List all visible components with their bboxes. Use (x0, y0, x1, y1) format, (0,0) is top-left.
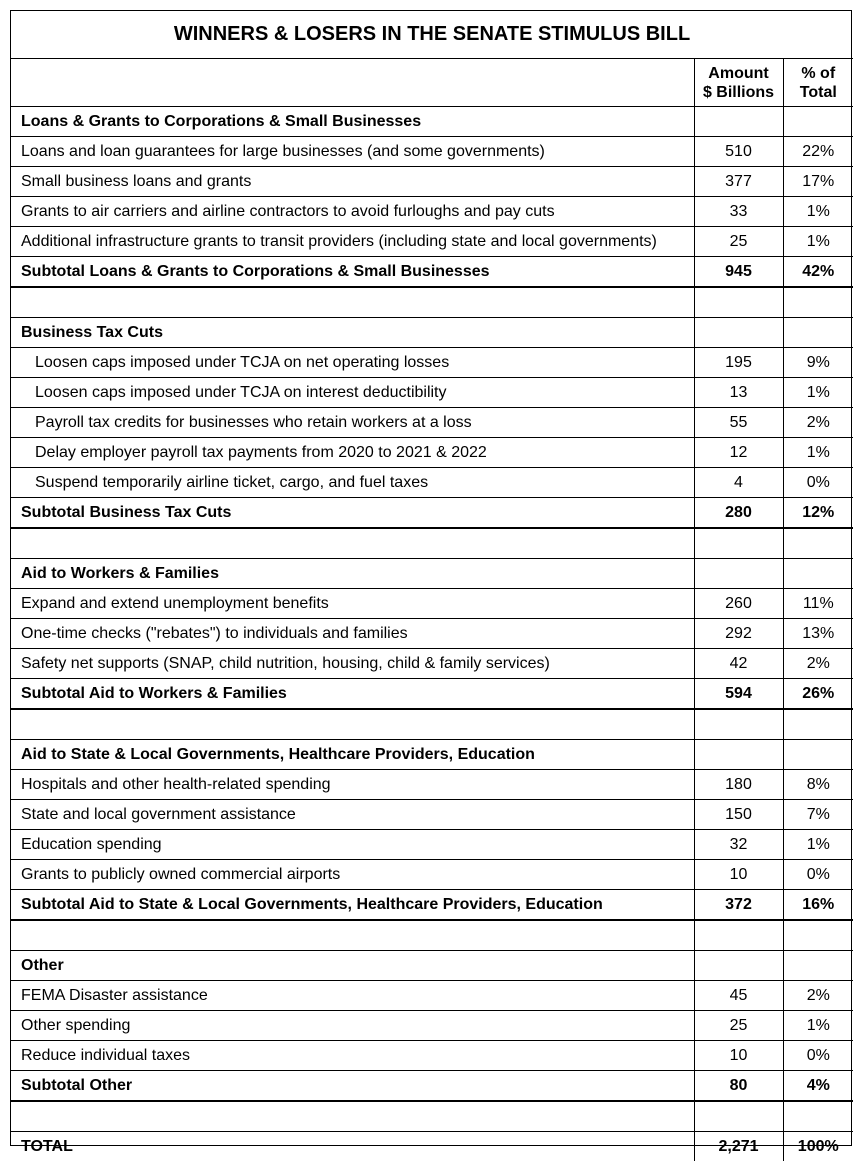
row-label: Delay employer payroll tax payments from 2020 to 2021 & 2022 (11, 438, 694, 468)
table-title-row (11, 11, 853, 59)
stimulus-table (11, 11, 853, 1161)
table-row (11, 981, 853, 1011)
row-label: Hospitals and other health-related spending (11, 770, 694, 800)
row-percent (783, 528, 853, 559)
row-amount: 4 (694, 468, 783, 498)
total-row (11, 1132, 853, 1161)
row-amount: 195 (694, 348, 783, 378)
row-label: Payroll tax credits for businesses who retain workers at a loss (11, 408, 694, 438)
section-header-row (11, 559, 853, 589)
row-amount: 180 (694, 770, 783, 800)
row-amount: 280 (694, 498, 783, 529)
row-percent: 42% (783, 257, 853, 288)
row-label: Education spending (11, 830, 694, 860)
row-amount (694, 951, 783, 981)
table-row (11, 830, 853, 860)
row-label (11, 528, 694, 559)
row-percent: 0% (783, 1041, 853, 1071)
row-label: Subtotal Other (11, 1071, 694, 1102)
subtotal-row (11, 679, 853, 710)
row-label: TOTAL (11, 1132, 694, 1161)
row-label: Business Tax Cuts (11, 318, 694, 348)
row-amount (694, 528, 783, 559)
row-amount (694, 287, 783, 318)
row-label: Loans & Grants to Corporations & Small Businesses (11, 107, 694, 137)
table-title: WINNERS & LOSERS IN THE SENATE STIMULUS BILL (11, 11, 853, 59)
subtotal-row (11, 498, 853, 529)
row-percent: 1% (783, 830, 853, 860)
section-header-row (11, 740, 853, 770)
row-amount: 80 (694, 1071, 783, 1102)
row-percent (783, 709, 853, 740)
section-header-row (11, 951, 853, 981)
row-amount: 377 (694, 167, 783, 197)
row-label (11, 287, 694, 318)
row-label: Subtotal Business Tax Cuts (11, 498, 694, 529)
label-column-header (11, 59, 694, 107)
row-amount: 10 (694, 1041, 783, 1071)
table-row (11, 589, 853, 619)
row-amount: 510 (694, 137, 783, 167)
table-row (11, 1011, 853, 1041)
table-row (11, 197, 853, 227)
table-row (11, 468, 853, 498)
row-percent: 12% (783, 498, 853, 529)
subtotal-row (11, 257, 853, 288)
spacer-row (11, 1101, 853, 1132)
percent-header-line1: % of (801, 65, 835, 82)
table-row (11, 408, 853, 438)
spacer-row (11, 920, 853, 951)
percent-column-header (783, 59, 853, 107)
row-label: Suspend temporarily airline ticket, cargo, and fuel taxes (11, 468, 694, 498)
table-row (11, 860, 853, 890)
row-percent: 1% (783, 438, 853, 468)
row-percent (783, 951, 853, 981)
row-percent: 100% (783, 1132, 853, 1161)
row-amount (694, 559, 783, 589)
row-percent: 0% (783, 468, 853, 498)
row-label: Expand and extend unemployment benefits (11, 589, 694, 619)
table-row (11, 1041, 853, 1071)
row-percent: 0% (783, 860, 853, 890)
column-header-row (11, 59, 853, 107)
table-row (11, 438, 853, 468)
row-percent: 1% (783, 378, 853, 408)
percent-header-line2: Total (800, 84, 837, 101)
row-amount: 260 (694, 589, 783, 619)
subtotal-row (11, 890, 853, 921)
row-percent (783, 1101, 853, 1132)
row-percent (783, 920, 853, 951)
row-percent: 1% (783, 1011, 853, 1041)
row-amount: 25 (694, 227, 783, 257)
row-amount: 292 (694, 619, 783, 649)
spacer-row (11, 709, 853, 740)
row-label: One-time checks ("rebates") to individuals and families (11, 619, 694, 649)
row-label: Reduce individual taxes (11, 1041, 694, 1071)
row-amount (694, 107, 783, 137)
table-row (11, 227, 853, 257)
table-row (11, 770, 853, 800)
row-percent: 1% (783, 227, 853, 257)
row-percent: 1% (783, 197, 853, 227)
row-percent: 4% (783, 1071, 853, 1102)
row-label: State and local government assistance (11, 800, 694, 830)
row-percent (783, 740, 853, 770)
row-amount: 13 (694, 378, 783, 408)
row-amount: 945 (694, 257, 783, 288)
row-amount: 33 (694, 197, 783, 227)
amount-column-header (694, 59, 783, 107)
row-percent: 8% (783, 770, 853, 800)
row-amount: 594 (694, 679, 783, 710)
row-label: Small business loans and grants (11, 167, 694, 197)
row-label: Loans and loan guarantees for large businesses (and some governments) (11, 137, 694, 167)
row-percent: 16% (783, 890, 853, 921)
row-amount: 25 (694, 1011, 783, 1041)
row-amount (694, 1101, 783, 1132)
row-amount: 45 (694, 981, 783, 1011)
row-label: Other (11, 951, 694, 981)
table-row (11, 348, 853, 378)
row-percent: 2% (783, 649, 853, 679)
row-amount: 12 (694, 438, 783, 468)
row-percent (783, 559, 853, 589)
row-percent: 22% (783, 137, 853, 167)
row-amount: 150 (694, 800, 783, 830)
row-amount: 10 (694, 860, 783, 890)
spacer-row (11, 528, 853, 559)
row-label (11, 709, 694, 740)
row-percent: 17% (783, 167, 853, 197)
row-percent (783, 287, 853, 318)
row-amount (694, 920, 783, 951)
row-label: Loosen caps imposed under TCJA on net operating losses (11, 348, 694, 378)
spacer-row (11, 287, 853, 318)
row-percent (783, 107, 853, 137)
row-percent: 2% (783, 408, 853, 438)
section-header-row (11, 318, 853, 348)
row-label: Other spending (11, 1011, 694, 1041)
row-percent: 26% (783, 679, 853, 710)
row-label: Grants to air carriers and airline contractors to avoid furloughs and pay cuts (11, 197, 694, 227)
row-label: Additional infrastructure grants to transit providers (including state and local governments) (11, 227, 694, 257)
row-label: Subtotal Aid to Workers & Families (11, 679, 694, 710)
row-label: Subtotal Aid to State & Local Governments, Healthcare Providers, Education (11, 890, 694, 921)
table-row (11, 137, 853, 167)
row-amount: 42 (694, 649, 783, 679)
row-amount: 55 (694, 408, 783, 438)
table-row (11, 649, 853, 679)
row-percent: 13% (783, 619, 853, 649)
row-percent: 9% (783, 348, 853, 378)
row-label: Aid to State & Local Governments, Healthcare Providers, Education (11, 740, 694, 770)
row-label: Subtotal Loans & Grants to Corporations & Small Businesses (11, 257, 694, 288)
row-label: Safety net supports (SNAP, child nutrition, housing, child & family services) (11, 649, 694, 679)
row-percent: 11% (783, 589, 853, 619)
row-amount (694, 318, 783, 348)
row-percent (783, 318, 853, 348)
row-percent: 7% (783, 800, 853, 830)
amount-header-line1: Amount (708, 65, 768, 82)
row-amount: 372 (694, 890, 783, 921)
table-row (11, 378, 853, 408)
row-label: Grants to publicly owned commercial airports (11, 860, 694, 890)
subtotal-row (11, 1071, 853, 1102)
table-row (11, 167, 853, 197)
row-amount (694, 709, 783, 740)
row-label: Loosen caps imposed under TCJA on interest deductibility (11, 378, 694, 408)
row-amount (694, 740, 783, 770)
table-row (11, 800, 853, 830)
section-header-row (11, 107, 853, 137)
row-label (11, 920, 694, 951)
row-label: Aid to Workers & Families (11, 559, 694, 589)
row-amount: 32 (694, 830, 783, 860)
row-label (11, 1101, 694, 1132)
amount-header-line2: $ Billions (703, 84, 774, 101)
row-amount: 2,271 (694, 1132, 783, 1161)
row-percent: 2% (783, 981, 853, 1011)
stimulus-table-frame (10, 10, 852, 1146)
table-row (11, 619, 853, 649)
row-label: FEMA Disaster assistance (11, 981, 694, 1011)
